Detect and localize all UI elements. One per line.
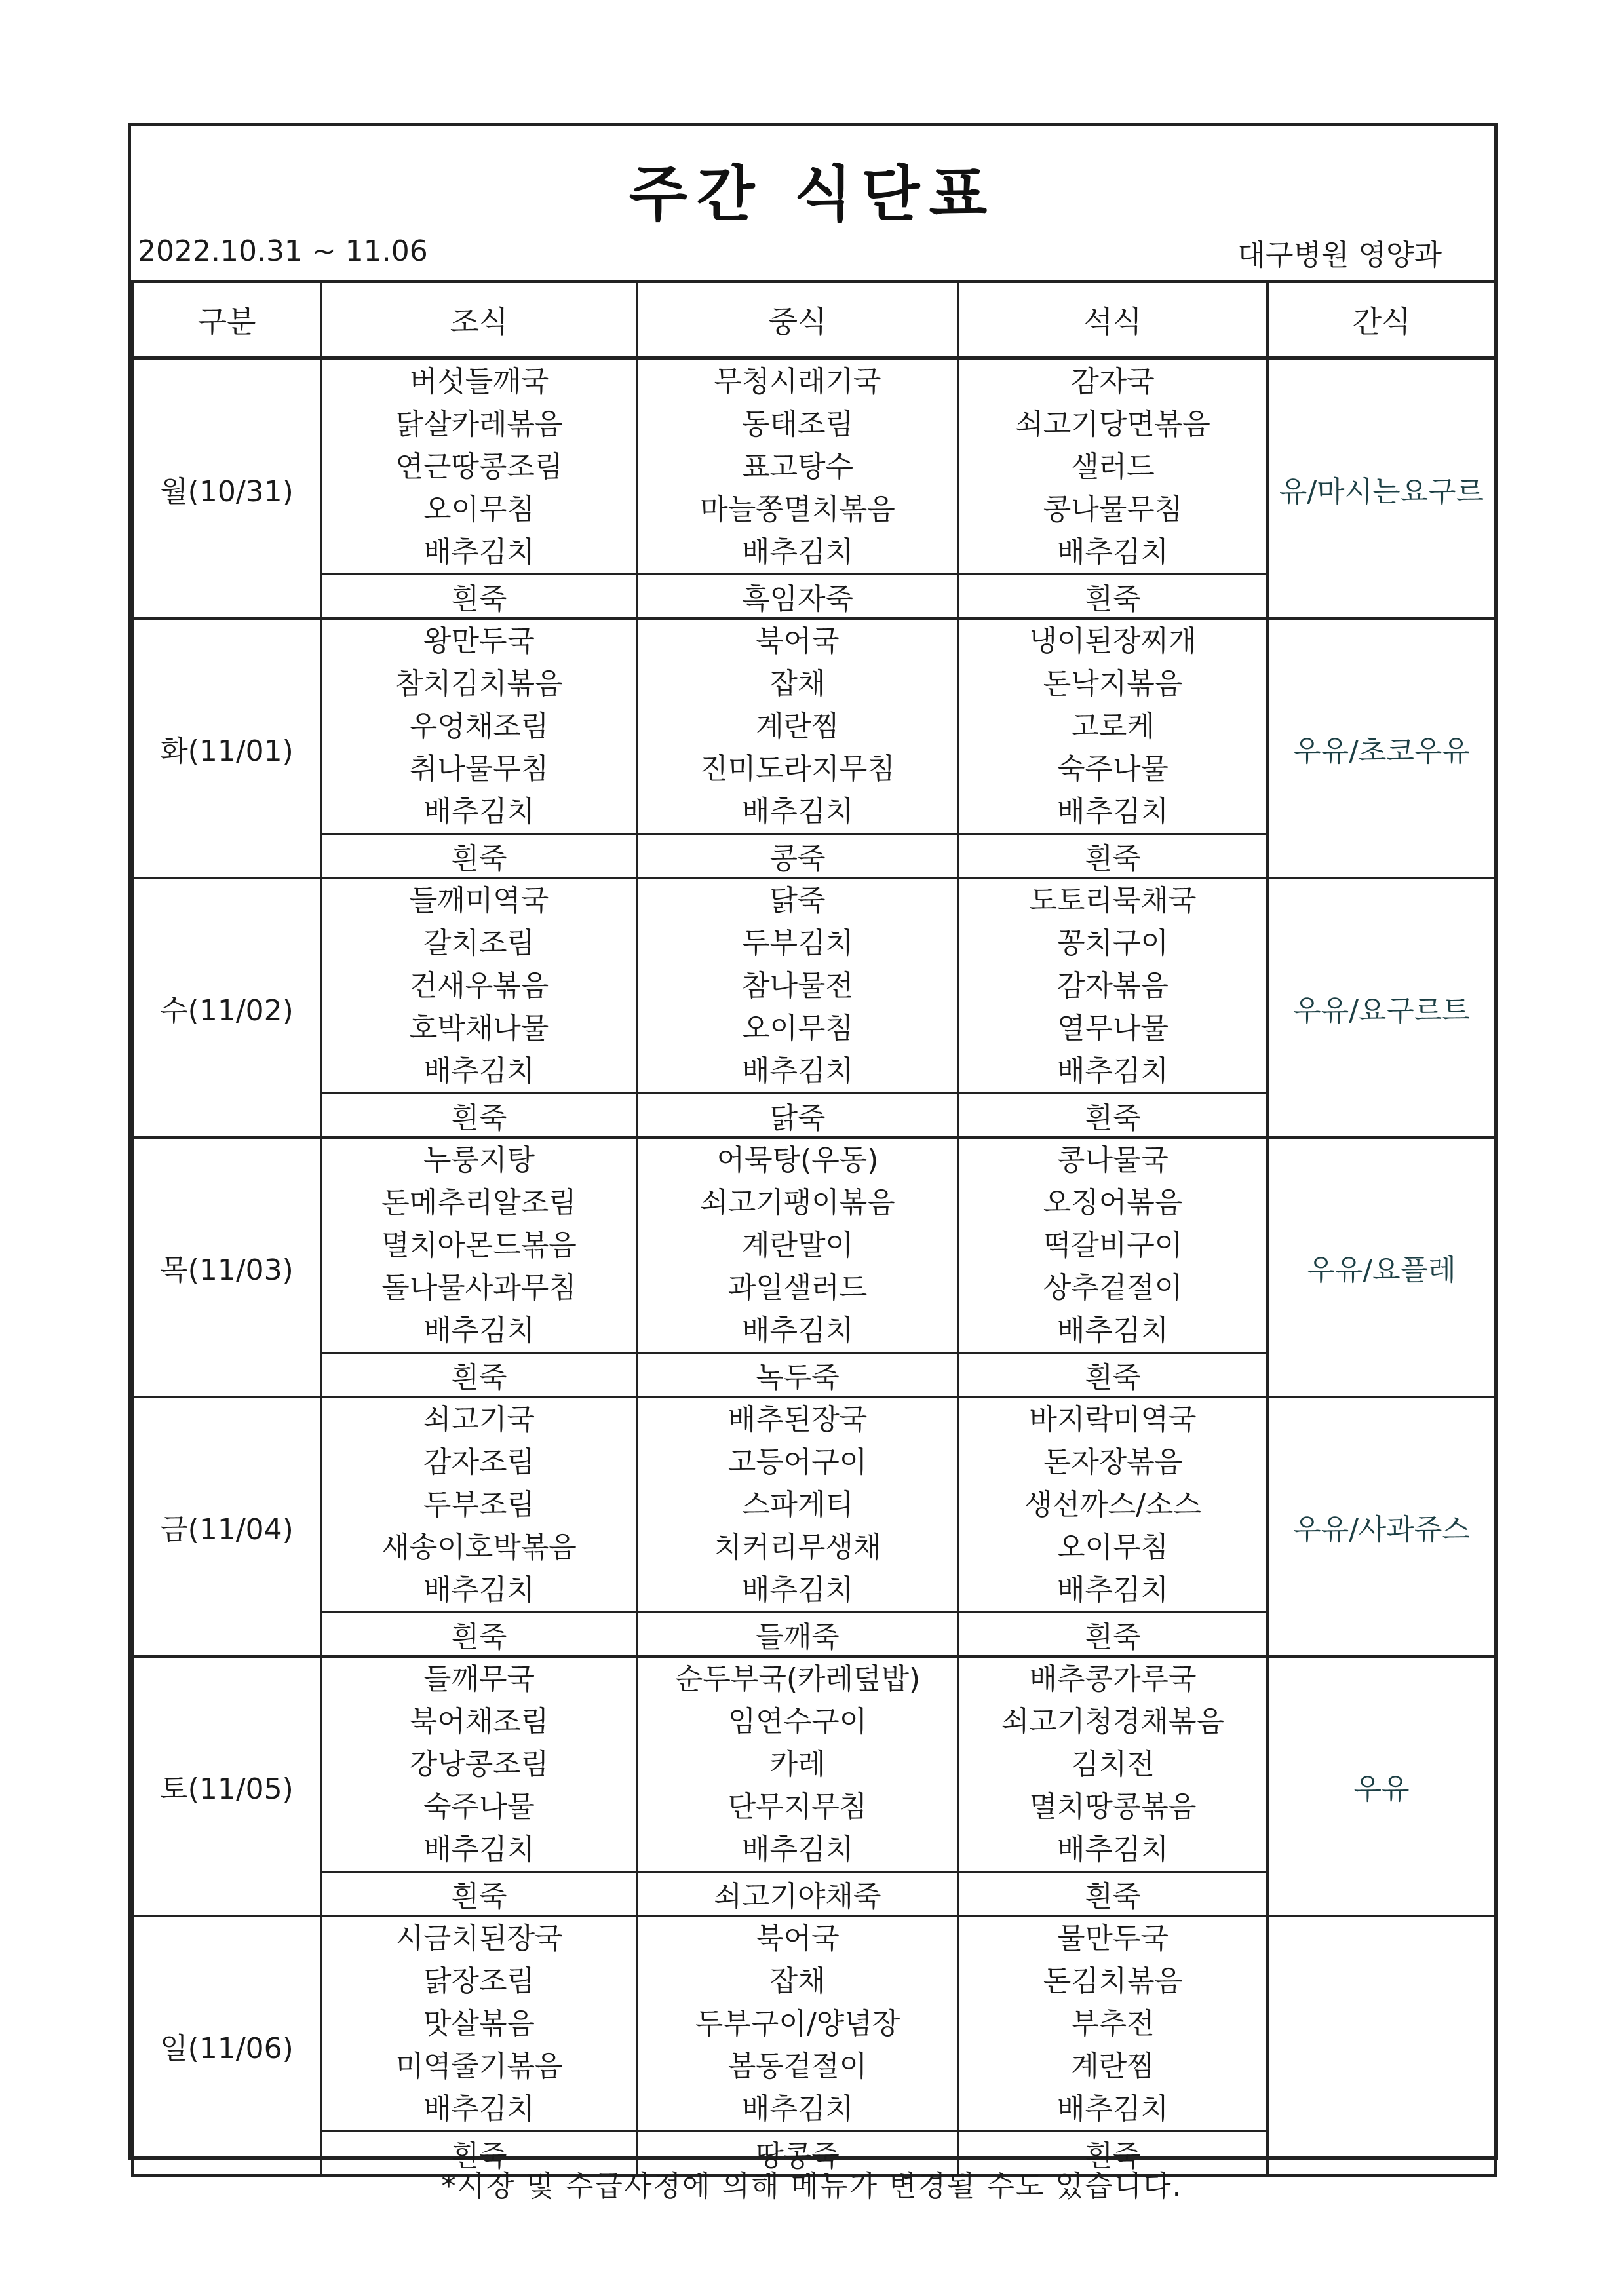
dish-item: 강낭콩조림 <box>409 1748 549 1781</box>
dish-item: 들깨무국 <box>423 1662 535 1696</box>
header-breakfast: 조식 <box>321 282 637 358</box>
dish-item: 돈메추리알조림 <box>381 1186 577 1219</box>
dish-item: 계란말이 <box>741 1229 853 1262</box>
dish-item: 쇠고기당면볶음 <box>1015 408 1210 441</box>
dish-item: 새송이호박볶음 <box>381 1531 577 1564</box>
dish-item: 열무나물 <box>1056 1012 1169 1045</box>
dish-item: 배추김치 <box>1056 1833 1169 1866</box>
lunch-porridge: 흑임자죽 <box>637 575 958 619</box>
dish-item: 스파게티 <box>741 1488 853 1521</box>
dish-item: 감자국 <box>1071 365 1155 398</box>
dish-item: 떡갈비구이 <box>1043 1229 1183 1262</box>
dish-item: 동태조림 <box>741 408 853 441</box>
dinner-dishes <box>958 1397 1267 1613</box>
dish-item: 상추겉절이 <box>1043 1271 1183 1305</box>
dish-item: 배추김치 <box>741 1054 853 1088</box>
dish-item: 치커리무생채 <box>714 1531 881 1564</box>
dish-item: 배추김치 <box>1056 535 1169 569</box>
dish-item: 누룽지탕 <box>423 1143 535 1177</box>
dish-item: 감자조림 <box>423 1445 535 1479</box>
lunch-porridge: 콩죽 <box>637 834 958 879</box>
day-row <box>132 1397 1496 1613</box>
lunch-porridge: 닭죽 <box>637 1094 958 1138</box>
dish-item: 숙주나물 <box>423 1790 535 1824</box>
dish-item: 콩나물국 <box>1056 1143 1169 1177</box>
dish-item: 쇠고기팽이볶음 <box>700 1186 895 1219</box>
dish-item: 숙주나물 <box>1056 752 1169 786</box>
day-label: 수(11/02) <box>132 878 321 1138</box>
lunch-dishes <box>637 1916 958 2132</box>
header-dinner: 석식 <box>958 282 1267 358</box>
dish-item: 미역줄기볶음 <box>395 2050 563 2083</box>
day-row <box>132 1656 1496 1872</box>
dish-item: 배추김치 <box>423 2092 535 2126</box>
dish-item: 닭죽 <box>769 884 826 917</box>
dish-item: 참나물전 <box>741 969 853 1003</box>
lunch-porridge: 들깨죽 <box>637 1613 958 1657</box>
lunch-dishes <box>637 878 958 1094</box>
dish-item: 배추김치 <box>741 2092 853 2126</box>
dish-item: 두부김치 <box>741 927 853 960</box>
breakfast-dishes <box>321 1916 637 2132</box>
dish-item: 계란찜 <box>756 710 840 743</box>
snack-cell: 우유 <box>1267 1656 1496 1916</box>
day-row <box>132 619 1496 834</box>
dish-item: 꽁치구이 <box>1056 927 1169 960</box>
dish-item: 배추김치 <box>1056 1314 1169 1347</box>
dish-item: 북어채조림 <box>409 1705 549 1738</box>
lunch-porridge: 녹두죽 <box>637 1353 958 1398</box>
department-name: 대구병원 영양과 <box>1237 239 1442 272</box>
dinner-porridge: 흰죽 <box>958 1353 1267 1398</box>
dish-item: 오이무침 <box>741 1012 853 1045</box>
dish-item: 배추김치 <box>741 1833 853 1866</box>
dinner-porridge: 흰죽 <box>958 1613 1267 1657</box>
dinner-dishes <box>958 1916 1267 2132</box>
dish-item: 샐러드 <box>1071 450 1155 484</box>
dish-item: 배추김치 <box>741 795 853 828</box>
dish-item: 배추콩가루국 <box>1029 1662 1197 1696</box>
dish-item: 오이무침 <box>1056 1531 1169 1564</box>
date-range: 2022.10.31 ~ 11.06 <box>138 235 428 268</box>
dish-item: 갈치조림 <box>423 927 535 960</box>
day-label: 토(11/05) <box>132 1656 321 1916</box>
breakfast-porridge: 흰죽 <box>321 1613 637 1657</box>
page-title: 주간 식단표 <box>628 159 997 229</box>
breakfast-dishes <box>321 358 637 575</box>
breakfast-porridge: 흰죽 <box>321 575 637 619</box>
dish-item: 배추김치 <box>423 795 535 828</box>
dish-item: 표고탕수 <box>741 450 853 484</box>
breakfast-porridge: 흰죽 <box>321 2132 637 2176</box>
dish-item: 콩나물무침 <box>1043 493 1183 526</box>
lunch-porridge: 쇠고기야채죽 <box>637 1872 958 1917</box>
footer-note: *시장 및 수급사정에 의해 메뉴가 변경될 수도 있습니다. <box>441 2170 1183 2203</box>
dish-item: 배추김치 <box>741 1573 853 1607</box>
dish-item: 바지락미역국 <box>1029 1403 1197 1436</box>
dish-item: 오징어볶음 <box>1043 1186 1183 1219</box>
breakfast-porridge: 흰죽 <box>321 1353 637 1398</box>
dish-item: 맛살볶음 <box>423 2007 535 2040</box>
dish-item: 배추김치 <box>1056 1054 1169 1088</box>
dish-item: 배추김치 <box>423 1833 535 1866</box>
lunch-dishes <box>637 1138 958 1353</box>
dish-item: 시금치된장국 <box>395 1922 563 1955</box>
day-label: 일(11/06) <box>132 1916 321 2175</box>
day-label: 월(10/31) <box>132 358 321 619</box>
dish-item: 고등어구이 <box>727 1445 868 1479</box>
dinner-porridge: 흰죽 <box>958 1094 1267 1138</box>
dish-item: 배추김치 <box>1056 2092 1169 2126</box>
breakfast-dishes <box>321 619 637 834</box>
dish-item: 봄동겉절이 <box>727 2050 868 2083</box>
day-label: 화(11/01) <box>132 619 321 878</box>
dish-item: 건새우볶음 <box>409 969 549 1003</box>
dish-item: 돈낙지볶음 <box>1043 667 1183 700</box>
dish-item: 물만두국 <box>1056 1922 1169 1955</box>
dish-item: 배추김치 <box>1056 795 1169 828</box>
dish-item: 부추전 <box>1071 2007 1155 2040</box>
dish-item: 우엉채조림 <box>409 710 549 743</box>
snack-cell <box>1267 1916 1496 2175</box>
lunch-dishes <box>637 358 958 575</box>
dish-item: 어묵탕(우동) <box>716 1143 879 1177</box>
snack-cell: 우유/초코우유 <box>1267 619 1496 878</box>
dinner-porridge: 흰죽 <box>958 575 1267 619</box>
dish-item: 배추김치 <box>423 1314 535 1347</box>
lunch-porridge: 땅콩죽 <box>637 2132 958 2176</box>
dinner-porridge: 흰죽 <box>958 1872 1267 1917</box>
breakfast-dishes <box>321 1138 637 1353</box>
weekly-menu-table <box>131 280 1497 2177</box>
snack-cell: 우유/요구르트 <box>1267 878 1496 1138</box>
dish-item: 호박채나물 <box>409 1012 549 1045</box>
breakfast-dishes <box>321 878 637 1094</box>
day-row <box>132 1138 1496 1353</box>
dish-item: 닭장조림 <box>423 1964 535 1998</box>
dish-item: 두부조림 <box>423 1488 535 1521</box>
menu-frame <box>128 123 1498 2173</box>
breakfast-porridge: 흰죽 <box>321 834 637 879</box>
dish-item: 순두부국(카레덮밥) <box>674 1662 921 1696</box>
day-label: 목(11/03) <box>132 1138 321 1397</box>
dish-item: 배추김치 <box>423 1573 535 1607</box>
dish-item: 배추김치 <box>741 1314 853 1347</box>
dish-item: 생선까스/소스 <box>1024 1488 1201 1521</box>
dish-item: 쇠고기국 <box>423 1403 535 1436</box>
lunch-dishes <box>637 1656 958 1872</box>
dish-item: 배추김치 <box>423 1054 535 1088</box>
dish-item: 연근땅콩조림 <box>395 450 563 484</box>
dish-item: 카레 <box>769 1748 826 1781</box>
dish-item: 쇠고기청경채볶음 <box>1001 1705 1225 1738</box>
breakfast-dishes <box>321 1397 637 1613</box>
dish-item: 과일샐러드 <box>727 1271 868 1305</box>
breakfast-porridge: 흰죽 <box>321 1872 637 1917</box>
breakfast-porridge: 흰죽 <box>321 1094 637 1138</box>
header-row <box>132 282 1496 358</box>
dish-item: 잡채 <box>769 667 826 700</box>
dish-item: 참치김치볶음 <box>395 667 563 700</box>
dinner-porridge: 흰죽 <box>958 2132 1267 2176</box>
dish-item: 진미도라지무침 <box>700 752 895 786</box>
dish-item: 배추된장국 <box>727 1403 868 1436</box>
dish-item: 북어국 <box>756 1922 840 1955</box>
header-snack: 간식 <box>1267 282 1496 358</box>
dish-item: 돌나물사과무침 <box>381 1271 577 1305</box>
dish-item: 버섯들깨국 <box>409 365 549 398</box>
day-row <box>132 1916 1496 2132</box>
dish-item: 멸치아몬드볶음 <box>381 1229 577 1262</box>
snack-cell: 우유/사과쥬스 <box>1267 1397 1496 1656</box>
day-row <box>132 878 1496 1094</box>
dish-item: 배추김치 <box>741 535 853 569</box>
dinner-dishes <box>958 878 1267 1094</box>
header-lunch: 중식 <box>637 282 958 358</box>
dish-item: 두부구이/양념장 <box>695 2007 900 2040</box>
dish-item: 오이무침 <box>423 493 535 526</box>
day-label: 금(11/04) <box>132 1397 321 1656</box>
dinner-dishes <box>958 358 1267 575</box>
breakfast-dishes <box>321 1656 637 1872</box>
dish-item: 냉이된장찌개 <box>1029 624 1197 658</box>
dish-item: 배추김치 <box>423 535 535 569</box>
dish-item: 고로케 <box>1071 710 1155 743</box>
day-row <box>132 358 1496 575</box>
dinner-dishes <box>958 1656 1267 1872</box>
dish-item: 취나물무침 <box>409 752 549 786</box>
snack-cell: 우유/요플레 <box>1267 1138 1496 1397</box>
dish-item: 무청시래기국 <box>714 365 881 398</box>
dish-item: 감자볶음 <box>1056 969 1169 1003</box>
dish-item: 마늘쫑멸치볶음 <box>700 493 895 526</box>
dish-item: 도토리묵채국 <box>1029 884 1197 917</box>
lunch-dishes <box>637 1397 958 1613</box>
dish-item: 임연수구이 <box>727 1705 868 1738</box>
dish-item: 김치전 <box>1071 1748 1155 1781</box>
lunch-dishes <box>637 619 958 834</box>
dish-item: 돈자장볶음 <box>1043 1445 1183 1479</box>
dish-item: 멸치땅콩볶음 <box>1029 1790 1197 1824</box>
dish-item: 들깨미역국 <box>409 884 549 917</box>
dish-item: 단무지무침 <box>727 1790 868 1824</box>
dish-item: 닭살카레볶음 <box>395 408 563 441</box>
header-category: 구분 <box>132 282 321 358</box>
snack-cell: 유/마시는요구르 <box>1267 358 1496 619</box>
dinner-dishes <box>958 619 1267 834</box>
dish-item: 북어국 <box>756 624 840 658</box>
dish-item: 잡채 <box>769 1964 826 1998</box>
dish-item: 돈김치볶음 <box>1043 1964 1183 1998</box>
dinner-porridge: 흰죽 <box>958 834 1267 879</box>
dish-item: 배추김치 <box>1056 1573 1169 1607</box>
dinner-dishes <box>958 1138 1267 1353</box>
dish-item: 계란찜 <box>1071 2050 1155 2083</box>
dish-item: 왕만두국 <box>423 624 535 658</box>
